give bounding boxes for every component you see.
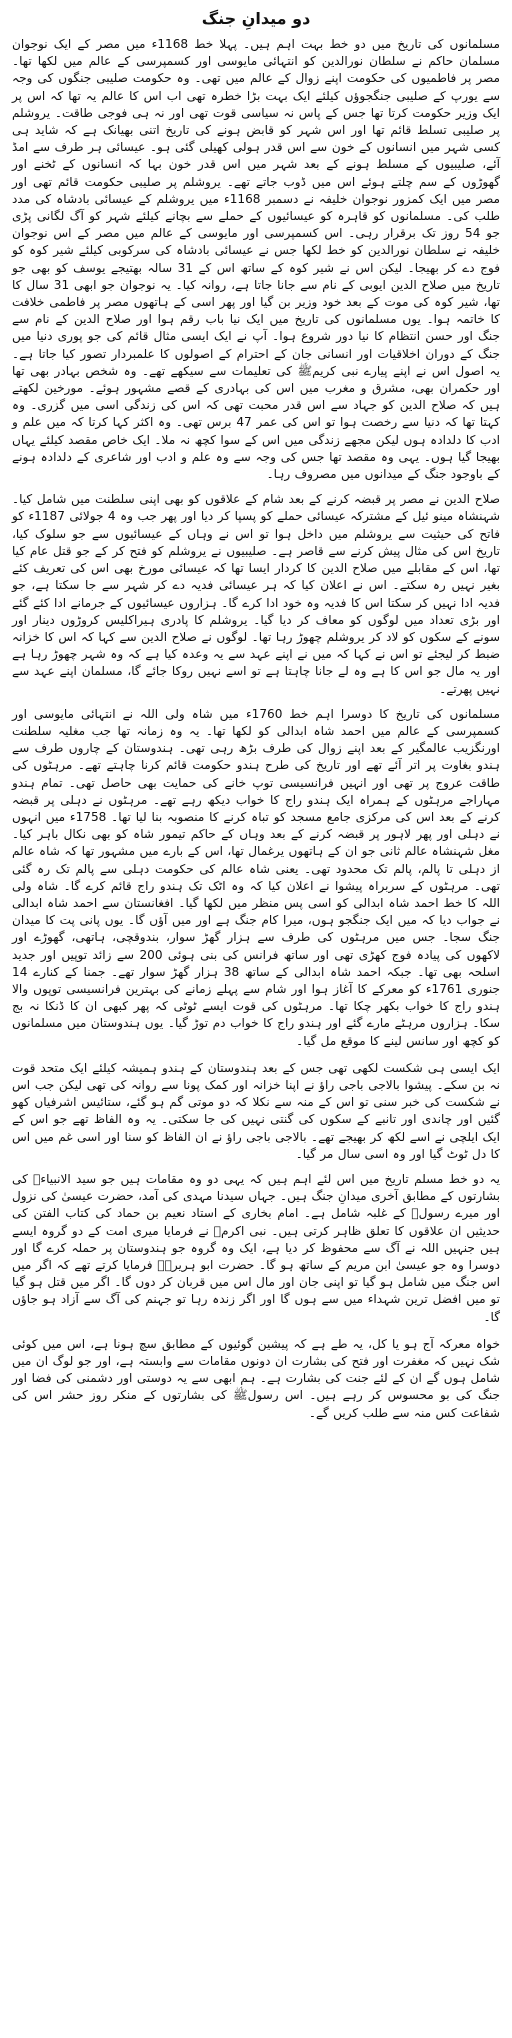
article-paragraph-1: مسلمانوں کی تاریخ میں دو خط بہت اہم ہیں۔ پہلا خط 1168ء میں مصر کے ایک نوجوان مسلمان حاکم نے سلطان نورالدین کو انتہائی مایوسی اور کسمپرسی کے عالم میں لکھا تھا۔ مصر پر فاطمیوں کی حکومت اپنے زوال کے عالم میں تھی۔ وہ حکومت صلیبی جنگوں کی وجہ سے یورپ کے صلیبی جنگجوؤں کیلئے ایک بہت بڑا خطرہ تھی اب اس کا عالم یہ تھا کہ اس پر ایک وزیر حکومت کرتا تھا جس کے پاس نہ سیاسی قوت تھی اور نہ ہی فوجی طاقت۔ یروشلم پر صلیبی تسلط قائم تھا اور اس شہر کو قابض ہونے کی تاریخ اتنی بھیانک ہے کہ شاید ہی کسی شہر میں انسانوں کے خون سے اس قدر ہولی کھیلی گئی ہو۔ عیسائی ہر طرف سے امڈ آئے، صلیبیوں کے مسلط ہونے کے بعد شہر میں اس قدر خون بہا کہ انسانوں کے ٹخنے اور گھوڑوں کے سم چلتے ہوئے اس میں ڈوب جاتے تھے۔ یروشلم پر صلیبی حکومت قائم تھی اور مصر میں ایک کمزور نوجوان خلیفہ نے دسمبر 1168ء میں یروشلم کے عیسائی بادشاہ کی مدد طلب کی۔ مسلمانوں کو قاہرہ کو عیسائیوں کے حملے سے بچانے کیلئے شہر کو آگ لگانی پڑی جو 54 روز تک برقرار رہی۔ اس کسمپرسی اور مایوسی کے عالم میں مصر کے اس نوجوان خلیفہ نے سلطان نورالدین کو خط لکھا جس نے عیسائی بادشاہ کی سرکوبی کیلئے شیر کوہ کو فوج دے کر بھیجا۔ لیکن اس نے شیر کوہ کے ساتھ اس کے 31 سالہ بھتیجے یوسف کو بھی جو تاریخ میں صلاح الدین ایوبی کے نام سے جانا جاتا ہے، روانہ کیا۔ یہ نوجوان جو ابھی 31 سال کا تھا، شیر کوہ کی موت کے بعد خود وزیر بن گیا اور پھر اسی کے ہاتھوں مصر پر فاطمی خلافت کا خاتمہ ہوا۔ یوں مسلمانوں کی تاریخ میں ایک نیا باب رقم ہوا اور صلاح الدین کے نام سے جنگ اور حسن انتظام کا نیا دور شروع ہوا۔ آپ نے ایک ایسی مثال قائم کی جو پوری دنیا میں جنگ کے دوران اخلاقیات اور انسانی جان کے احترام کے اصولوں کا علمبردار تصور کیا جاتا ہے۔ یہ اصول اس نے اپنے پیارے نبی کریمﷺ کی تعلیمات سے سیکھے تھے۔ وہ شخص بہادر بھی تھا اور حکمران بھی، مشرق و مغرب میں اس کی بہادری کے قصے مشہور ہوئے۔ مورخین لکھتے ہیں کہ صلاح الدین کو جہاد سے اس قدر محبت تھی کہ اس کی زندگی اسی میں گزری۔ وہ کہتا تھا کہ دنیا سے رخصت ہوا تو اس کی عمر 47 برس تھی۔ وہ اکثر کہا کرتا کہ میں علم و ادب کا دلدادہ ہوں لیکن مجھے زندگی میں اس کے سوا کچھ نہ ملا۔ ایک خاص مقصد کیلئے یہاں بھیجا گیا ہوں۔ یہی وہ مقصد تھا جس کی وجہ سے وہ علم و ادب اور شاعری کے دلدادہ ہونے کے باوجود جنگ کے میدانوں میں مصروف رہا۔ [12, 37, 501, 482]
article-paragraph-2: صلاح الدین نے مصر پر قبضہ کرنے کے بعد شام کے علاقوں کو بھی اپنی سلطنت میں شامل کیا۔ شہنشاہ مینو ئیل کے مشترکہ عیسائی حملے کو پسپا کر دیا اور پھر جب وہ 4 جولائی 1187ء کو فاتح کی حیثیت سے یروشلم میں داخل ہوا تو اس نے وہاں کے عیسائیوں سے جو سلوک کیا، تاریخ اس کی مثال پیش کرنے سے قاصر ہے۔ صلیبیوں نے یروشلم کو فتح کر کے جو قتل عام کیا تھا، اس کے مقابلے میں صلاح الدین کا کردار ایسا تھا کہ عیسائی مورخ بھی اس کی تعریف کئے بغیر نہیں رہ سکتے۔ اس نے اعلان کیا کہ ہر عیسائی فدیہ دے کر شہر سے جا سکتا ہے، جو فدیہ ادا نہیں کر سکتا اس کا فدیہ وہ خود ادا کرے گا۔ ہزاروں عیسائیوں کے جرمانے ادا کئے گئے اور بڑی تعداد میں لوگوں کو معاف کر دیا گیا۔ یروشلم کا پادری ہیراکلیس کروڑوں دینار اور سونے کے سکوں کو لاد کر یروشلم چھوڑ رہا تھا۔ لوگوں نے صلاح الدین سے کہا کہ اس کا خزانہ ضبط کر لیجئے تو اس نے کہا کہ میں نے اپنے عہد سے یہ وعدہ کیا ہے کہ وہ شہر چھوڑ رہا ہے اور یہ مال جو اس کا ہے وہ لے جانا چاہتا ہے تو اسے نہیں روکا جائے گا، مسلمان اپنے عہد سے نہیں پھرتے۔ [12, 492, 500, 696]
article-paragraph-5: یہ دو خط مسلم تاریخ میں اس لئے اہم ہیں کہ یہی دو وہ مقامات ہیں جو سید الانبیاءﷺ کی بشارتوں کے مطابق آخری میدانِ جنگ ہیں۔ جہاں سیدنا مہدی کی آمد، حضرت عیسیٰ کی نزول اور میرے رسولﷺ کے غلبہ شامل ہے۔ امام بخاری کے استاد نعیم بن حماد کی کتاب الفتن کی حدیثیں ان علاقوں کا تعلق ظاہر کرتی ہیں۔ نبی اکرمﷺ نے فرمایا میری امت کے دو گروہ ایسے ہیں جنہیں اللہ نے آگ سے محفوظ کر دیا ہے، ایک وہ گروہ جو ہندوستان پر حملہ کرے گا اور دوسرا وہ جو عیسیٰ ابن مریم کے ساتھ ہو گا۔ حضرت ابو ہریرہؓ فرمایا کرتے تھے کہ اگر میں اس جنگ میں شامل ہو گیا تو اپنی جان اور مال اس میں قربان کر دوں گا۔ اگر میں قتل ہو گیا تو میں افضل ترین شہداء میں سے ہوں گا اور اگر زندہ رہا تو جہنم کی آگ سے آزاد ہو جاؤں گا۔ [12, 1172, 500, 1324]
article-paragraph-3: مسلمانوں کی تاریخ کا دوسرا اہم خط 1760ء میں شاہ ولی اللہ نے انتہائی مایوسی اور کسمپرسی کے عالم میں احمد شاہ ابدالی کو لکھا تھا۔ یہ وہ زمانہ تھا جب مغلیہ سلطنت اورنگزیب عالمگیر کے بعد اپنے زوال کی طرف بڑھ رہی تھی۔ ہندوستان کے چاروں طرف سے ہندو بغاوت پر اتر آئے تھے اور تاریخ کی طرح ہندو حکومت قائم کرنا چاہتے تھے۔ مرہٹوں کی طاقت عروج پر تھی اور انہیں فرانسیسی توپ خانے کی حمایت بھی حاصل تھی۔ تمام ہندو مہاراجے مرہٹوں کے ہمراہ ایک ہندو راج کا خواب دیکھ رہے تھے۔ مرہٹوں نے دہلی پر قبضہ کرنے کے بعد اس کی مرکزی جامع مسجد کو تباہ کرنے کا منصوبہ بنا لیا تھا۔ 1758ء میں انہوں نے دہلی اور پھر لاہور پر قبضہ کرنے کے بعد وہاں کے حاکم تیمور شاہ کو بھی نکال باہر کیا۔ مغل شہنشاہ عالم ثانی جو ان کے ہاتھوں یرغمال تھا، اس کے بارے میں مشہور تھا کہ شاہ عالم از دہلی تا پالم، پالم تک محدود تھی۔ یعنی شاہ عالم کی حکومت دہلی سے پالم تک رہ گئی تھی۔ مرہٹوں کے سربراہ پیشوا نے اعلان کیا کہ وہ اٹک تک ہندو راج قائم کرے گا۔ شاہ ولی اللہ کا خط احمد شاہ ابدالی کو اسی پس منظر میں لکھا گیا۔ افغانستان سے احمد شاہ ابدالی نے جواب دیا کہ میں ایک جنگجو ہوں، میرا کام جنگ ہے اور میں آؤں گا۔ یوں پانی پت کا میدان جنگ سجا۔ جس میں مرہٹوں کی طرف سے ہزار گھڑ سوار، بندوقچی، ہاتھی، گھوڑے اور لاکھوں کی پیادہ فوج کھڑی تھی اور ساتھ فرانس کی بنی ہوئی 200 سے زائد توپیں اور جدید اسلحہ بھی تھا۔ جبکہ احمد شاہ ابدالی کے ساتھ 38 ہزار گھڑ سوار تھے۔ جمنا کے کنارے 14 جنوری 1761ء کو معرکے کا آغاز ہوا اور شام سے پہلے زمانے کی بہترین فرانسیسی توپوں والا ہندو راج کا خواب بکھر چکا تھا۔ مرہٹوں کی قوت ایسے ٹوٹی کہ پھر کبھی ان کا ڈنکا نہ بج سکا۔ ہزاروں مرہٹے مارے گئے اور ہندو راج کا خواب دم توڑ گیا۔ یوں ہندوستان میں مسلمانوں کو کچھ اور سانس لینے کا موقع مل گیا۔ [12, 706, 501, 1048]
article-paragraph-6: خواہ معرکہ آج ہو یا کل، یہ طے ہے کہ پیشین گوئیوں کے مطابق سچ ہونا ہے، اس میں کوئی شک نہیں کہ مغفرت اور فتح کی بشارت ان دونوں مقامات سے وابستہ ہے، اور جو لوگ ان میں شامل ہوں گے ان کے لئے جنت کی بشارت ہے۔ ہم ابھی سے یہ دوستی اور دشمنی کی فضا اور جنگ کی بو محسوس کر رہے ہیں۔ اس رسولﷺ کی بشارتوں کے منکر روز حشر اس کی شفاعت کس منہ سے طلب کریں گے۔ [12, 1336, 500, 1420]
article-paragraph-4: ایک ایسی ہی شکست لکھی تھی جس کے بعد ہندوستان کے ہندو ہمیشہ کیلئے ایک متحد قوت نہ بن سکے۔ پیشوا بالاجی باجی راؤ نے اپنا خزانہ اور کمک پونا سے روانہ کی تھی لیکن جب اس نے شکست کی خبر سنی تو اس کے منہ سے نکلا کہ دو موتی گم ہو گئے، ستائیس اشرفیاں کھو گئیں اور چاندی اور تانبے کے سکوں کی گنتی نہیں کی جا سکتی۔ یہ وہ الفاظ تھے جو اس کے ایک ایلچی نے اسے لکھ کر بھیجے تھے۔ بالاجی باجی راؤ نے ان الفاظ کو سنا اور اسی غم میں اس کا دل ٹوٹ گیا اور وہ اسی سال مر گیا۔ [12, 1060, 500, 1161]
article-title: دو میدانِ جنگ [201, 9, 311, 28]
